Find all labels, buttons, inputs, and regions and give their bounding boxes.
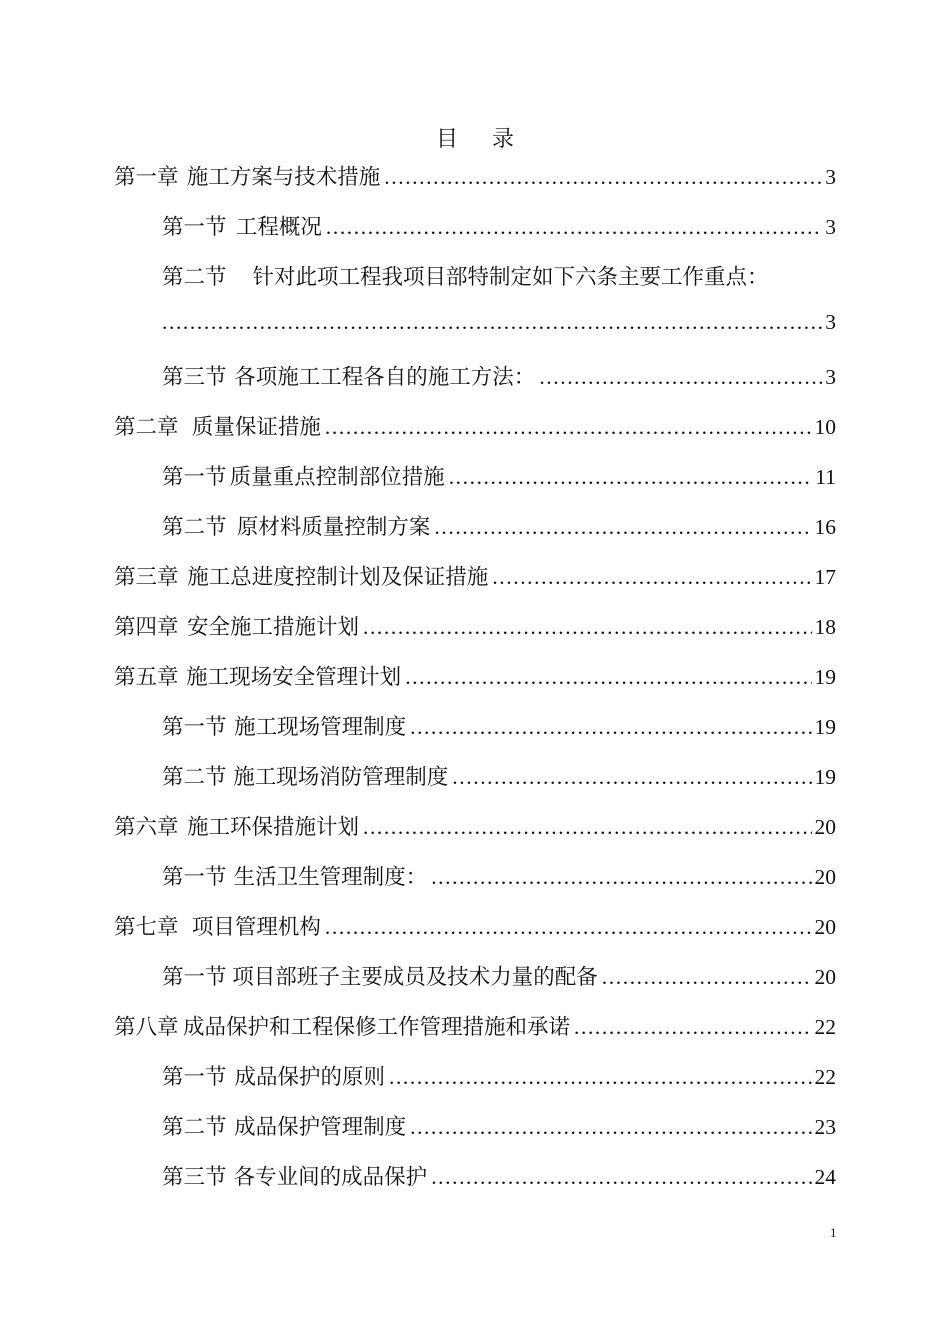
- toc-entry-text: 成品保护管理制度: [234, 1115, 407, 1140]
- toc-entry-number: 第一章: [114, 165, 179, 190]
- toc-leader-dots: [602, 965, 812, 990]
- toc-leader-dots: [325, 915, 812, 940]
- toc-entry-number: 第三节: [162, 1165, 227, 1190]
- toc-entry[interactable]: [0, 660, 950, 700]
- toc-entry[interactable]: [0, 360, 950, 400]
- toc-entry-page: 22: [814, 1015, 836, 1039]
- toc-leader-dots: [384, 165, 822, 190]
- toc-entry-page: 16: [814, 515, 836, 539]
- toc-entry-page: 10: [814, 415, 836, 439]
- toc-entry-number: 第二节: [162, 1115, 227, 1140]
- toc-entry-page: 24: [814, 1165, 836, 1189]
- toc-entry[interactable]: [0, 210, 950, 250]
- toc-entry-text: 质量重点控制部位措施: [229, 465, 445, 490]
- toc-leader-dots: [539, 365, 822, 390]
- toc-entry[interactable]: [0, 810, 950, 850]
- toc-entry-text: 针对此项工程我项目部特制定如下六条主要工作重点：: [252, 265, 769, 290]
- toc-entry[interactable]: [0, 910, 950, 950]
- toc-entry-text: 项目管理机构: [191, 915, 321, 940]
- toc-leader-dots: [363, 615, 812, 640]
- toc-entry-page: 19: [814, 665, 836, 689]
- toc-entry-page: 22: [814, 1065, 836, 1089]
- toc-leader-dots: [574, 1015, 812, 1040]
- toc-entry-page: 20: [814, 915, 836, 939]
- toc-entry-text: 各项施工工程各自的施工方法：: [234, 365, 536, 390]
- toc-entry-text: 成品保护的原则: [234, 1065, 385, 1090]
- toc-entry-text: 成品保护和工程保修工作管理措施和承诺: [182, 1015, 570, 1040]
- toc-entry-page: 19: [814, 765, 836, 789]
- toc-entry-page: 3: [825, 165, 836, 189]
- toc-entry[interactable]: [0, 1060, 950, 1100]
- toc-entry-page: 11: [815, 465, 836, 489]
- toc-entry-number: 第三节: [162, 365, 227, 390]
- toc-entry[interactable]: [0, 1160, 950, 1200]
- toc-entry-number: 第七章: [114, 915, 179, 940]
- toc-entry[interactable]: [0, 160, 950, 200]
- toc-entry-text: 施工总进度控制计划及保证措施: [187, 565, 489, 590]
- toc-entry-text: 安全施工措施计划: [186, 615, 359, 640]
- toc-entry[interactable]: [0, 610, 950, 650]
- toc-entry-text: 项目部班子主要成员及技术力量的配备: [232, 965, 598, 990]
- toc-entry-text: 各专业间的成品保护: [233, 1165, 428, 1190]
- toc-leader-dots: [410, 1115, 811, 1140]
- toc-leader-dots: [410, 715, 811, 740]
- toc-entry-number: 第一节: [162, 1065, 227, 1090]
- toc-entry-number: 第一节: [162, 215, 227, 240]
- toc-leader-dots: [434, 515, 811, 540]
- toc-entry-number: 第五章: [114, 665, 179, 690]
- toc-leader-dots: [452, 765, 811, 790]
- toc-leader-dots: [389, 1065, 812, 1090]
- toc-entry-number: 第四章: [114, 615, 179, 640]
- toc-leader-dots: [325, 415, 812, 440]
- toc-leader-dots: [431, 1165, 811, 1190]
- toc-entry-text: 施工现场安全管理计划: [186, 665, 402, 690]
- toc-entry-number: 第六章: [114, 815, 179, 840]
- toc-entry-page: 19: [814, 715, 836, 739]
- toc-entry[interactable]: [0, 860, 950, 900]
- toc-leader-dots: [363, 815, 812, 840]
- toc-entry[interactable]: [0, 960, 950, 1000]
- toc-entry-text: 施工环保措施计划: [186, 815, 359, 840]
- page-number: 1: [830, 1225, 837, 1240]
- toc-entry-page: 18: [814, 615, 836, 639]
- toc-entry-page: 20: [814, 865, 836, 889]
- toc-entry-page: 23: [814, 1115, 836, 1139]
- toc-entry-number: 第二章: [114, 415, 179, 440]
- toc-entry-page: 3: [825, 215, 836, 239]
- toc-entry[interactable]: [0, 710, 950, 750]
- toc-entry-page: 3: [825, 310, 836, 334]
- toc-entry-text: 施工现场管理制度: [234, 715, 407, 740]
- toc-leader-dots: [162, 310, 822, 335]
- toc-entry[interactable]: [0, 260, 950, 300]
- toc-entry-number: 第二节: [162, 765, 227, 790]
- toc-entry-text: 生活卫生管理制度：: [233, 865, 428, 890]
- toc-leader-dots: [405, 665, 811, 690]
- toc-entry-number: 第一节: [162, 715, 227, 740]
- toc-title-char-1: 目: [435, 127, 458, 152]
- toc-entry-continuation[interactable]: [0, 310, 950, 350]
- toc-entry-text: 工程概况: [235, 215, 322, 240]
- toc-entry-page: 3: [825, 365, 836, 389]
- toc-entry-number: 第一节: [162, 465, 227, 490]
- toc-entry[interactable]: [0, 760, 950, 800]
- toc-entry[interactable]: [0, 1010, 950, 1050]
- toc-leader-dots: [492, 565, 811, 590]
- toc-title: [0, 122, 950, 153]
- toc-entry-number: 第八章: [114, 1015, 179, 1040]
- toc-entry-number: 第一节: [162, 865, 227, 890]
- toc-entry[interactable]: [0, 410, 950, 450]
- toc-leader-dots: [431, 865, 811, 890]
- toc-entry-page: 17: [814, 565, 836, 589]
- toc-entry-page: 20: [814, 965, 836, 989]
- toc-entry-number: 第二节: [162, 265, 227, 290]
- toc-entry-text: 施工现场消防管理制度: [233, 765, 449, 790]
- toc-leader-dots: [326, 215, 822, 240]
- toc-entry[interactable]: [0, 1110, 950, 1150]
- toc-entry-number: 第三章: [114, 565, 179, 590]
- toc-entry-number: 第一节: [162, 965, 227, 990]
- toc-entry[interactable]: [0, 510, 950, 550]
- toc-entry[interactable]: [0, 460, 950, 500]
- toc-entry-text: 质量保证措施: [191, 415, 321, 440]
- toc-title-char-2: 录: [492, 127, 515, 152]
- toc-entry[interactable]: [0, 560, 950, 600]
- toc-leader-dots: [449, 465, 813, 490]
- toc-entry-text: 施工方案与技术措施: [186, 165, 381, 190]
- toc-entry-page: 20: [814, 815, 836, 839]
- toc-entry-text: 原材料质量控制方案: [236, 515, 431, 540]
- toc-entry-number: 第二节: [162, 515, 227, 540]
